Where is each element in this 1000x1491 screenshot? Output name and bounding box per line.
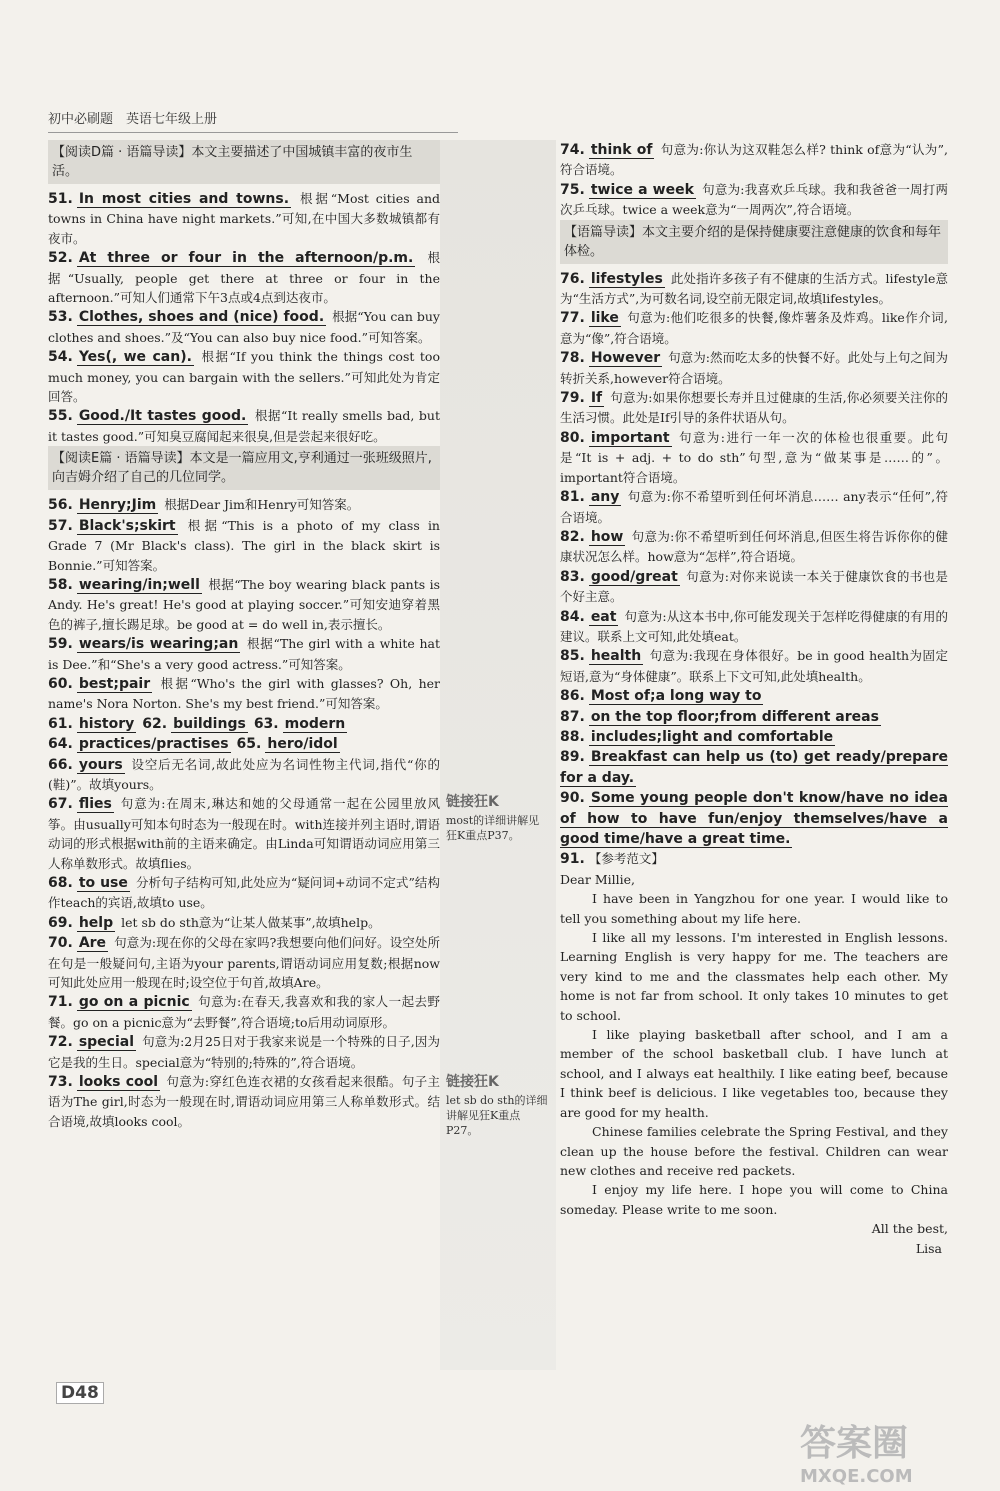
- question-number: 61.: [48, 715, 73, 732]
- answer-item: [560, 348, 948, 388]
- question-number: 84.: [560, 608, 585, 625]
- answer-item: [48, 794, 440, 873]
- answer-item: [48, 873, 440, 913]
- question-number: 83.: [560, 568, 585, 585]
- guide-text: 本文主要描述了中国城镇丰富的夜市生活。: [52, 145, 413, 179]
- page-number: D48: [56, 1382, 104, 1404]
- answer-item: [560, 607, 948, 647]
- answer-item: [48, 1032, 440, 1072]
- header-title: 初中必刷题 英语七年级上册: [48, 112, 218, 127]
- answer-item: [560, 727, 948, 747]
- side-note-text: most的详细讲解见狂K重点P37。: [446, 814, 540, 842]
- answer-text: Henry;Jim: [78, 497, 157, 514]
- question-number: 63.: [253, 715, 279, 732]
- answer-item: [560, 428, 948, 487]
- answer-item: [560, 788, 948, 849]
- question-number: 90.: [560, 790, 585, 807]
- question-number: 86.: [560, 688, 585, 705]
- answer-text: looks cool: [78, 1074, 159, 1091]
- question-number: 82.: [560, 528, 585, 545]
- answer-item: [48, 347, 440, 406]
- explanation-text: 【参考范文】: [588, 851, 664, 867]
- explanation-text: 句意为:你不希望听到任何坏消息,但医生将告诉你你的健康状况怎么样。how意为“怎样”,符合语境。: [560, 528, 948, 565]
- answer-item: [48, 714, 440, 734]
- guide-label: 【阅读E篇 · 语篇导读】: [52, 451, 190, 467]
- answer-text: best;pair: [78, 675, 151, 692]
- watermark-url: MXQE.COM: [800, 1466, 913, 1487]
- answer-item: [48, 248, 440, 307]
- answer-text: special: [78, 1034, 135, 1051]
- watermark-logo: [800, 1415, 913, 1487]
- header-rule: [48, 132, 458, 133]
- question-number: 69.: [48, 914, 73, 931]
- answer-text: help: [78, 914, 114, 931]
- explanation-text: 根据“Who's the girl with glasses? Oh, her name's Nora Norton. She's my best friend.”可知答案。: [48, 675, 440, 712]
- answer-item: [48, 307, 440, 347]
- answer-item: [560, 180, 948, 220]
- question-number: 71.: [48, 994, 73, 1011]
- answer-text: yours: [78, 756, 123, 773]
- answer-text: history: [78, 715, 135, 732]
- side-note-let: [446, 1075, 550, 1138]
- answer-item: [560, 487, 948, 527]
- explanation-text: 句意为:你认为这双鞋怎么样? think of意为“认为”,符合语境。: [560, 142, 948, 178]
- explanation-text: 根据“The boy wearing black pants is Andy. He's great! He's good at playing soccer.”可知安迪穿着黑色的裤子,擅长踢足球。be good at = do well in,表示擅长。: [48, 576, 440, 632]
- explanation-text: 根据“The girl with a white hat is Dee.”和“She's a very good actress.”可知答案。: [48, 636, 440, 672]
- guide-label: 【阅读D篇 · 语篇导读】: [52, 145, 192, 160]
- answer-text: how: [590, 528, 624, 545]
- essay-signature: Lisa: [915, 1240, 942, 1256]
- question-number: 70.: [48, 935, 73, 952]
- explanation-text: 设空后无名词,故此处应为名词性物主代词,指代“你的(鞋)”。故填yours。: [48, 756, 440, 792]
- explanation-text: 句意为:你不希望听到任何坏消息…… any表示“任何”,符合语境。: [560, 489, 948, 525]
- essay-greeting: Dear Millie,: [560, 871, 635, 887]
- answer-item: [560, 308, 948, 348]
- essay-paragraph: Chinese families celebrate the Spring Festival, and they clean up the house before the festival. Children can wear new clothes and receive red packets.: [560, 1124, 948, 1178]
- explanation-text: 句意为:我现在身体很好。be in good health为固定短语,意为“身体健康”。联系上下文可知,此处填health。: [560, 648, 948, 684]
- answer-text: go on a picnic: [78, 994, 190, 1011]
- question-number: 64.: [48, 736, 73, 753]
- answer-item: [48, 933, 440, 992]
- question-number: 72.: [48, 1034, 73, 1051]
- guide-text: 本文是一篇应用文,亨利通过一张班级照片,向吉姆介绍了自己的几位同学。: [52, 451, 432, 486]
- middle-margin: [440, 140, 556, 1370]
- answer-text: on the top floor;from different areas: [590, 708, 879, 725]
- question-number: 77.: [560, 310, 585, 327]
- answer-text: twice a week: [590, 181, 694, 198]
- essay-paragraph: I enjoy my life here. I hope you will come to China someday. Please write to me soon.: [560, 1182, 948, 1217]
- right-items: [560, 140, 948, 870]
- question-number: 54.: [48, 349, 73, 366]
- answer-item: [48, 734, 440, 754]
- answer-item: [48, 913, 440, 933]
- explanation-text: 根据“Most cities and towns in China have night markets.”可知,在中国大多数城镇都有夜市。: [48, 191, 440, 246]
- answer-item: [560, 269, 948, 309]
- question-number: 56.: [48, 497, 73, 514]
- guide-text: 本文主要介绍的是保持健康要注意健康的饮食和每年体检。: [564, 224, 942, 259]
- explanation-text: 句意为:如果你想要长寿并且过健康的生活,你必须要关注你的生活习惯。此处是If引导的条件状语从句。: [560, 390, 948, 426]
- answer-item: [48, 575, 440, 634]
- side-note-tag: 链接狂K: [446, 1074, 499, 1090]
- reading-guide: [560, 220, 948, 264]
- answer-text: important: [590, 429, 670, 446]
- answer-item: [560, 140, 948, 180]
- explanation-text: 根据“You can buy clothes and shoes.”及“You can also buy nice food.”可知答案。: [48, 309, 440, 345]
- answer-item: [48, 189, 440, 248]
- answer-text: In most cities and towns.: [78, 191, 290, 207]
- essay-paragraph: I like all my lessons. I'm interested in English lessons. Learning English is very happy for me. The teachers are very kind to me and the classmates help each other. My home is not far from school. It only takes 10 minutes to get to school.: [560, 930, 948, 1023]
- question-number: 80.: [560, 429, 585, 446]
- question-number: 59.: [48, 636, 73, 653]
- answer-text: Good./It tastes good.: [78, 408, 247, 425]
- answer-text: hero/idol: [267, 736, 338, 753]
- answer-text: good/great: [590, 568, 678, 585]
- explanation-text: 句意为:在周末,琳达和她的父母通常一起在公园里放风筝。由usually可知本句时态为一般现在时。with连接并列主语时,谓语动词的形式根据with前的主语来确定。由Linda可知谓语动词应用第三人称单数形式。故填flies。: [48, 796, 440, 871]
- answer-text: any: [590, 489, 620, 506]
- answer-text: Most of;a long way to: [590, 688, 762, 705]
- question-number: 53.: [48, 309, 73, 326]
- answer-item: [560, 686, 948, 706]
- answer-item: [560, 646, 948, 686]
- answer-text: However: [590, 350, 661, 367]
- question-number: 58.: [48, 576, 73, 593]
- explanation-text: let sb do sth意为“让某人做某事”,故填help。: [121, 914, 381, 930]
- explanation-text: 句意为:2月25日对于我家来说是一个特殊的日子,因为它是我的生日。special意为“特别的;特殊的”,符合语境。: [48, 1034, 440, 1070]
- answer-item: [560, 747, 948, 788]
- question-number: 75.: [560, 181, 585, 198]
- question-number: 79.: [560, 390, 585, 407]
- reading-guide: [48, 446, 440, 490]
- right-column: [560, 140, 948, 1258]
- guide-label: 【语篇导读】: [564, 224, 643, 240]
- answer-text: Are: [78, 935, 107, 952]
- answer-text: wearing/in;well: [78, 576, 200, 593]
- question-number: 67.: [48, 796, 73, 813]
- question-number: 91.: [560, 851, 585, 868]
- answer-item: [560, 707, 948, 727]
- essay-paragraph: I have been in Yangzhou for one year. I would like to tell you something about my life here.: [560, 891, 948, 926]
- left-column: [48, 140, 440, 1131]
- question-number: 76.: [560, 270, 585, 287]
- side-note-most: [446, 795, 550, 843]
- explanation-text: 句意为:从这本书中,你可能发现关于怎样吃得健康的有用的建议。联系上文可知,此处填eat。: [560, 608, 948, 644]
- reading-guide: [48, 140, 440, 184]
- explanation-text: 句意为:对你来说读一本关于健康饮食的书也是个好主意。: [560, 568, 948, 605]
- watermark-text: 答案圈: [800, 1423, 909, 1464]
- question-number: 78.: [560, 350, 585, 367]
- question-number: 68.: [48, 875, 73, 891]
- model-essay: [560, 870, 948, 1258]
- answer-text: Yes(, we can).: [78, 349, 192, 366]
- question-number: 66.: [48, 756, 73, 773]
- answer-text: lifestyles: [590, 270, 663, 287]
- answer-item: [560, 527, 948, 567]
- answer-item: [48, 992, 440, 1032]
- question-number: 55.: [48, 408, 73, 425]
- explanation-text: 根据“It really smells bad, but it tastes good.”可知臭豆腐闻起来很臭,但是尝起来很好吃。: [48, 408, 440, 444]
- answer-text: health: [590, 648, 642, 665]
- question-number: 65.: [236, 736, 262, 753]
- answer-item: [560, 849, 948, 869]
- answer-text: to use: [78, 875, 128, 891]
- answer-text: Black's;skirt: [78, 517, 176, 534]
- side-note-tag: 链接狂K: [446, 794, 499, 810]
- question-number: 73.: [48, 1074, 73, 1091]
- answer-text: eat: [590, 608, 617, 625]
- answer-item: [48, 516, 440, 575]
- answer-item: [48, 634, 440, 674]
- question-number: 60.: [48, 675, 73, 692]
- answer-text: flies: [78, 796, 112, 813]
- answer-text: like: [590, 310, 619, 327]
- explanation-text: 句意为:穿红色连衣裙的女孩看起来很酷。句子主语为The girl,时态为一般现在时,谓语动词应用第三人称单数形式。结合语境,故填looks cool。: [48, 1074, 440, 1129]
- answer-text: If: [590, 390, 603, 407]
- answer-item: [48, 495, 440, 515]
- answer-item: [48, 674, 440, 714]
- answer-item: [560, 567, 948, 607]
- explanation-text: 根据“If you think the things cost too much money, you can bargain with the sellers.”可知此处为肯定回答。: [48, 349, 440, 405]
- question-number: 88.: [560, 728, 585, 745]
- essay-closing: All the best,: [871, 1221, 948, 1237]
- question-number: 51.: [48, 191, 73, 207]
- page-header: [48, 108, 948, 127]
- explanation-text: 句意为:他们吃很多的快餐,像炸薯条及炸鸡。like作介词,意为“像”,符合语境。: [560, 310, 948, 346]
- explanation-text: 句意为:我喜欢乒乓球。我和我爸爸一周打两次乒乓球。twice a week意为“一周两次”,符合语境。: [560, 181, 948, 218]
- explanation-text: 句意为:进行一年一次的体检也很重要。此句是“It is + adj. + to do sth”句型,意为“做某事是……的”。important符合语境。: [560, 429, 948, 485]
- question-number: 85.: [560, 648, 585, 665]
- explanation-text: 根据“This is a photo of my class in Grade 7 (Mr Black's class). The girl in the black skirt is Bonnie.”可知答案。: [48, 517, 440, 573]
- answer-text: practices/practises: [78, 736, 229, 753]
- explanation-text: 句意为:然而吃太多的快餐不好。此处与上句之间为转折关系,however符合语境。: [560, 350, 948, 386]
- answer-text: includes;light and comfortable: [590, 728, 834, 745]
- answer-text: think of: [590, 142, 653, 158]
- answer-item: [48, 1072, 440, 1131]
- explanation-text: 句意为:现在你的父母在家吗?我想要向他们问好。设空处所在句是一般疑问句,主语为your parents,谓语动词应用复数;根据now可知此处应用一般现在时;设空位于句首,故填Are。: [48, 935, 440, 991]
- question-number: 74.: [560, 142, 585, 158]
- side-note-text: let sb do sth的详细讲解见狂K重点P27。: [446, 1094, 548, 1137]
- question-number: 89.: [560, 749, 585, 766]
- explanation-text: 根据Dear Jim和Henry可知答案。: [164, 497, 360, 513]
- answer-text: buildings: [173, 715, 246, 732]
- question-number: 87.: [560, 708, 585, 725]
- answer-text: At three or four in the afternoon/p.m.: [78, 250, 414, 267]
- answer-text: wears/is wearing;an: [78, 636, 239, 653]
- explanation-text: 分析句子结构可知,此处应为“疑问词+动词不定式”结构作teach的宾语,故填to use。: [48, 875, 440, 911]
- answer-text: Clothes, shoes and (nice) food.: [78, 309, 325, 326]
- margin-band: [440, 140, 556, 1370]
- answer-text: Breakfast can help us (to) get ready/prepare for a day.: [560, 749, 948, 786]
- question-number: 57.: [48, 517, 73, 534]
- answer-text: modern: [284, 715, 346, 732]
- question-number: 81.: [560, 489, 585, 506]
- answer-text: Some young people don't know/have no idea of how to have fun/enjoy themselves/have a good time/have a great time.: [560, 790, 948, 847]
- question-number: 62.: [142, 715, 168, 732]
- essay-paragraph: I like playing basketball after school, and I am a member of the school basketball club. I have lunch at school, and I always eat healthily. I like eating beef, because I think beef is delicious. I like vegetables too, because they are good for my health.: [560, 1027, 948, 1120]
- answer-item: [48, 406, 440, 446]
- explanation-text: 此处指许多孩子有不健康的生活方式。lifestyle意为“生活方式”,为可数名词,设空前无限定词,故填lifestyles。: [560, 270, 948, 307]
- explanation-text: 根据“Usually, people get there at three or four in the afternoon.”可知人们通常下午3点或4点到达夜市。: [48, 250, 440, 306]
- question-number: 52.: [48, 250, 73, 267]
- answer-item: [560, 388, 948, 428]
- explanation-text: 句意为:在春天,我喜欢和我的家人一起去野餐。go on a picnic意为“去野餐”,符合语境;to后用动词原形。: [48, 994, 441, 1030]
- answer-item: [48, 755, 440, 795]
